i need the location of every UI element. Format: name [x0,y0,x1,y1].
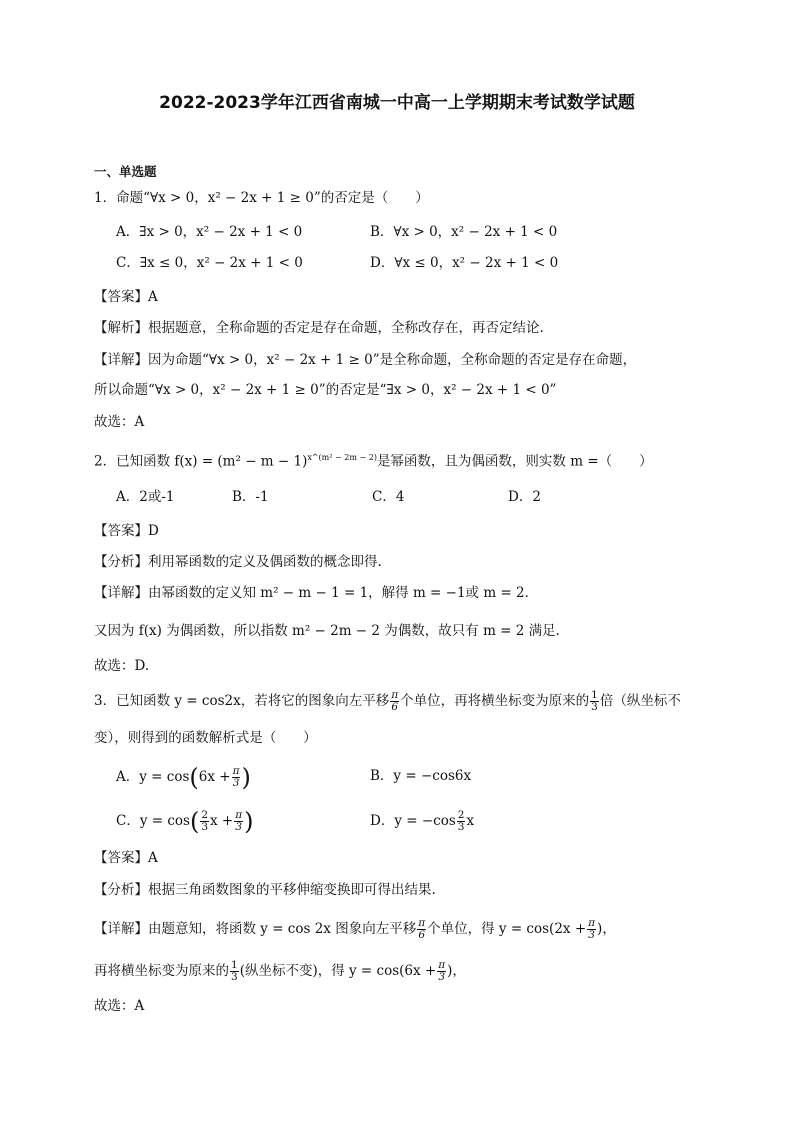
q3-detail-2-pre: 再将横坐标变为原来的 [94,963,229,979]
q3-option-c-pre: C．y = cos [116,813,190,829]
q3-option-d [370,810,474,833]
q3-stem-2: 变），则得到的函数解析式是（ ） [94,730,317,746]
q2-stem-pre: 2．已知函数 f(x) = (m² − m − 1) [94,453,308,470]
fraction-pi-over-6: $\frac{\pi}{6}$ [418,917,426,941]
q3-option-c-x: x + [210,813,234,829]
q1-option-d: D．∀x ≤ 0，x² − 2x + 1 < 0 [370,255,559,271]
q3-option-c: C．y = cos( $\frac{2}{3}$ x + $\frac{\pi}{3}$ ) [116,807,254,836]
detail-tag: 【详解】 [94,921,148,937]
q2-detail-1 [94,583,538,603]
fraction-pi-over-3: $\frac{\pi}{3}$ [235,809,243,833]
q3-option-b: B．y = −cos6x [370,768,472,784]
analysis-tag: 【解析】 [94,320,148,336]
q2-answer [94,521,159,541]
q1-detail-2: 所以命题“∀x > 0，x² − 2x + 1 ≥ 0”的否定是“∃x > 0，x² − 2x + 1 < 0” [94,382,557,398]
q3-stem-1 [94,690,681,713]
q2-stem-exponent: x^(m² − 2m − 2) [307,453,377,462]
q1-answer-value: A [148,289,158,305]
q1-choose: 故选：A [94,414,145,430]
detail-tag: 【详解】 [94,585,148,601]
answer-tag: 【答案】 [94,850,148,866]
q2-stem [94,448,653,472]
q3-stem-mid: 个单位，再将横坐标变为原来的 [400,693,590,709]
fraction-two-thirds: $\frac{2}{3}$ [457,809,465,833]
analysis-tag: 【分析】 [94,882,148,898]
q1-option-c: C．∃x ≤ 0，x² − 2x + 1 < 0 [116,255,303,271]
q2-detail-text-1: 由幂函数的定义知 m² − m − 1 = 1，解得 m = −1或 m = 2． [148,585,539,601]
q3-detail-1-pre: 由题意知，将函数 y = cos 2x 图象向左平移 [148,921,417,937]
q3-analysis [94,880,436,900]
q2-option-c: C．4 [372,489,405,505]
q3-answer [94,848,158,868]
q3-detail-1-mid: 个单位，得 y = cos(2x + [427,921,587,937]
q3-detail-2-post: )， [447,963,466,979]
q2-choose: 故选：D. [94,658,150,674]
fraction-pi-over-6: $\frac{\pi}{6}$ [391,689,399,713]
q3-detail-2 [94,960,466,983]
q1-answer [94,287,158,307]
q3-detail-2-mid: (纵坐标不变)，得 y = cos(6x + [239,963,437,979]
fraction-one-third: $\frac{1}{3}$ [591,689,598,713]
q3-stem-pre: 3．已知函数 y = cos2x，若将它的图象向左平移 [94,693,390,709]
q3-stem-post: 倍（纵坐标不 [599,693,681,709]
q1-option-b: B．∀x > 0，x² − 2x + 1 < 0 [370,224,558,240]
q3-option-a-pre: A．y = cos [116,769,190,785]
q3-detail-1-post: )， [597,921,616,937]
q1-detail-1 [94,350,636,370]
q2-analysis [94,552,382,572]
q1-analysis [94,318,544,338]
q3-detail-1 [94,918,616,941]
q2-option-b: B．-1 [232,489,269,505]
detail-tag: 【详解】 [94,352,148,368]
q3-answer-value: A [148,850,158,866]
section-heading: 一、单选题 [94,164,157,179]
fraction-two-thirds: $\frac{2}{3}$ [201,809,209,833]
q3-option-a: A．y = cos(6x + $\frac{\pi}{3}$ ) [116,763,251,792]
q3-option-d-post: x [466,813,475,829]
q2-option-a: A．2或-1 [116,489,175,505]
q1-detail-text-1: 因为命题“∀x > 0，x² − 2x + 1 ≥ 0”是全称命题，全称命题的否定是存在命题， [148,352,637,368]
q2-answer-value: D [148,523,159,539]
q3-choose: 故选：A [94,998,145,1014]
fraction-pi-over-3: $\frac{\pi}{3}$ [232,765,240,789]
answer-tag: 【答案】 [94,289,148,305]
q3-option-a-in: 6x + [198,769,231,785]
q1-stem: 1．命题“∀x > 0，x² − 2x + 1 ≥ 0”的否定是（ ） [94,190,429,206]
q3-analysis-text: 根据三角函数图象的平移伸缩变换即可得出结果. [148,882,436,898]
q2-analysis-text: 利用幂函数的定义及偶函数的概念即得. [148,554,382,570]
answer-tag: 【答案】 [94,523,148,539]
q2-stem-post: 是幂函数，且为偶函数，则实数 m =（ ） [376,453,653,470]
q1-analysis-text: 根据题意，全称命题的否定是存在命题，全称改存在，再否定结论. [148,320,544,336]
analysis-tag: 【分析】 [94,554,148,570]
q2-detail-2: 又因为 f(x) 为偶函数，所以指数 m² − 2m − 2 为偶数，故只有 m = 2 满足. [94,623,560,639]
page-title: 2022-2023学年江西省南城一中高一上学期期末考试数学试题 [159,93,635,113]
q2-option-d: D．2 [508,489,541,505]
fraction-pi-over-3: $\frac{\pi}{3}$ [438,959,446,983]
fraction-pi-over-3: $\frac{\pi}{3}$ [588,917,596,941]
q1-option-a: A．∃x > 0，x² − 2x + 1 < 0 [116,224,303,240]
q3-option-d-pre: D．y = −cos [370,813,456,829]
fraction-one-third: $\frac{1}{3}$ [231,959,238,983]
